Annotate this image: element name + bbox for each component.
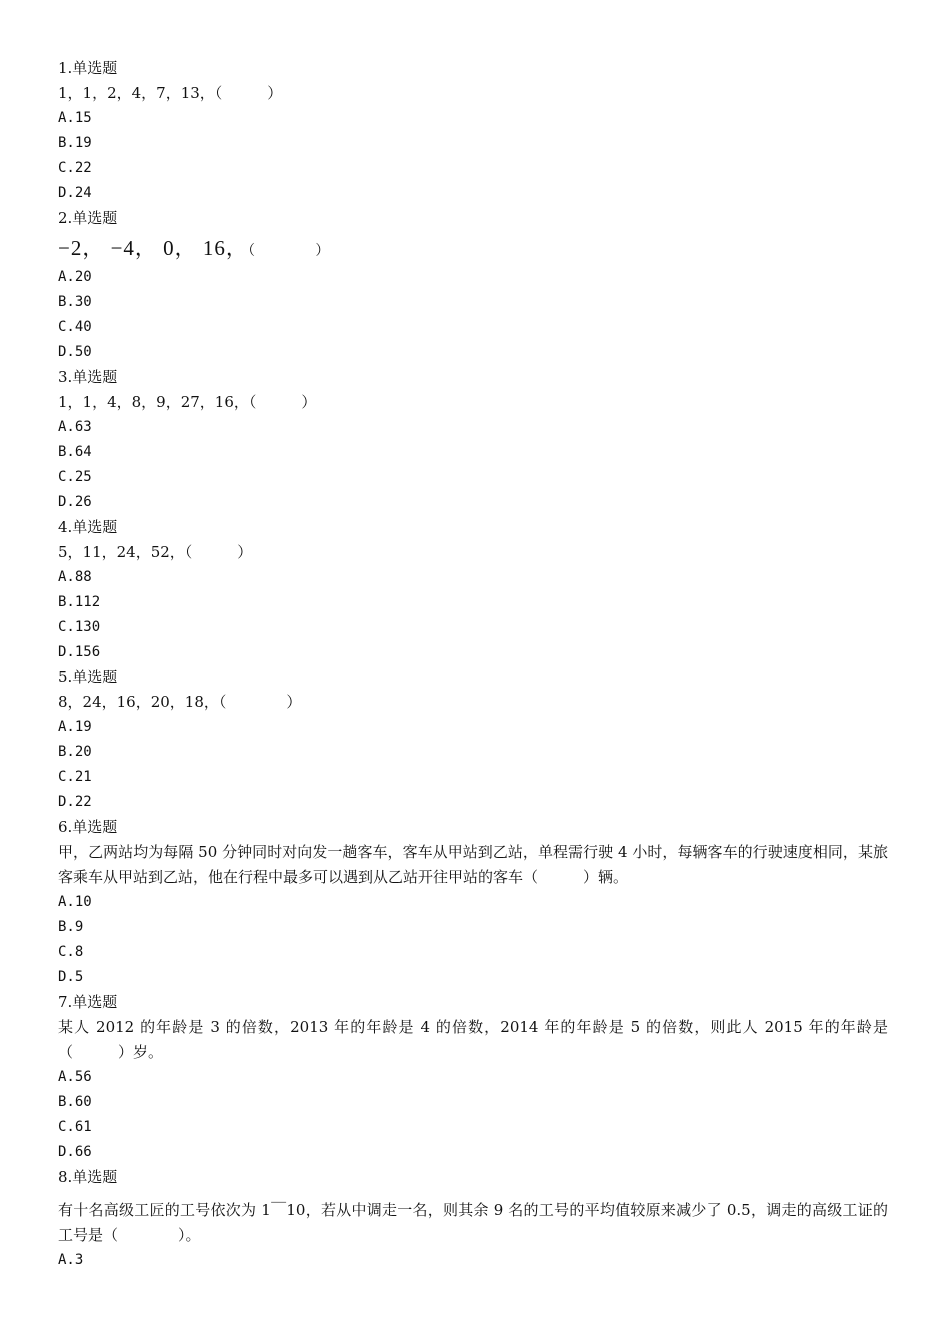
question-6-stem: 甲，乙两站均为每隔 50 分钟同时对向发一趟客车，客车从甲站到乙站，单程需行驶 4 小时，每辆客车的行驶速度相同，某旅客乘车从甲站到乙站，他在行程中最多可以遇到从乙站开往甲站的客车（ ）辆。 bbox=[58, 843, 888, 886]
question-2-math-sequence: −2， −4， 0， 16， bbox=[58, 236, 248, 260]
question-1-option-a[interactable]: A.15 bbox=[58, 110, 92, 126]
question-8-header: 8.单选题 bbox=[58, 1168, 118, 1186]
question-2-stem bbox=[58, 231, 888, 265]
question-7-option-a[interactable]: A.56 bbox=[58, 1069, 92, 1085]
question-1-option-b[interactable]: B.19 bbox=[58, 135, 92, 151]
question-2-blank: （ ） bbox=[247, 243, 330, 259]
question-5-option-b[interactable]: B.20 bbox=[58, 744, 92, 760]
question-7-option-b[interactable]: B.60 bbox=[58, 1094, 92, 1110]
question-3-option-d[interactable]: D.26 bbox=[58, 494, 92, 510]
question-4-option-c[interactable]: C.130 bbox=[58, 619, 101, 635]
question-4-header: 4.单选题 bbox=[58, 518, 118, 536]
question-1-header: 1.单选题 bbox=[58, 59, 118, 77]
question-6-option-b[interactable]: B.9 bbox=[58, 919, 84, 935]
question-4-stem: 5，11，24，52，（ ） bbox=[58, 543, 253, 561]
question-5-header: 5.单选题 bbox=[58, 668, 118, 686]
question-2-option-c[interactable]: C.40 bbox=[58, 319, 92, 335]
question-3-option-a[interactable]: A.63 bbox=[58, 419, 92, 435]
question-8-stem: 有十名高级工匠的工号依次为 1￣10，若从中调走一名，则其余 9 名的工号的平均值较原来减少了 0.5，调走的高级工证的工号是（ ）。 bbox=[58, 1201, 888, 1244]
question-6-option-d[interactable]: D.5 bbox=[58, 969, 84, 985]
question-6-option-c[interactable]: C.8 bbox=[58, 944, 84, 960]
question-5-option-d[interactable]: D.22 bbox=[58, 794, 92, 810]
question-7-option-c[interactable]: C.61 bbox=[58, 1119, 92, 1135]
question-2-option-a[interactable]: A.20 bbox=[58, 269, 92, 285]
question-3-stem: 1，1，4，8，9，27，16，（ ） bbox=[58, 393, 317, 411]
question-3-option-c[interactable]: C.25 bbox=[58, 469, 92, 485]
question-6-option-a[interactable]: A.10 bbox=[58, 894, 92, 910]
question-4-option-b[interactable]: B.112 bbox=[58, 594, 101, 610]
question-5-option-a[interactable]: A.19 bbox=[58, 719, 92, 735]
spacer bbox=[58, 1190, 888, 1198]
question-document bbox=[58, 56, 888, 1273]
question-5-stem: 8，24，16，20，18，（ ） bbox=[58, 693, 302, 711]
question-7-header: 7.单选题 bbox=[58, 993, 118, 1011]
question-6-header: 6.单选题 bbox=[58, 818, 118, 836]
question-1-stem: 1，1，2，4，7，13，（ ） bbox=[58, 84, 283, 102]
question-3-option-b[interactable]: B.64 bbox=[58, 444, 92, 460]
question-2-header: 2.单选题 bbox=[58, 209, 118, 227]
question-8-option-a[interactable]: A.3 bbox=[58, 1252, 84, 1268]
question-1-option-c[interactable]: C.22 bbox=[58, 160, 92, 176]
question-2-option-b[interactable]: B.30 bbox=[58, 294, 92, 310]
question-4-option-a[interactable]: A.88 bbox=[58, 569, 92, 585]
question-4-option-d[interactable]: D.156 bbox=[58, 644, 101, 660]
question-3-header: 3.单选题 bbox=[58, 368, 118, 386]
question-5-option-c[interactable]: C.21 bbox=[58, 769, 92, 785]
question-7-stem: 某人 2012 的年龄是 3 的倍数，2013 年的年龄是 4 的倍数，2014 年的年龄是 5 的倍数，则此人 2015 年的年龄是（ ）岁。 bbox=[58, 1018, 888, 1061]
question-1-option-d[interactable]: D.24 bbox=[58, 185, 92, 201]
question-7-option-d[interactable]: D.66 bbox=[58, 1144, 92, 1160]
question-2-option-d[interactable]: D.50 bbox=[58, 344, 92, 360]
